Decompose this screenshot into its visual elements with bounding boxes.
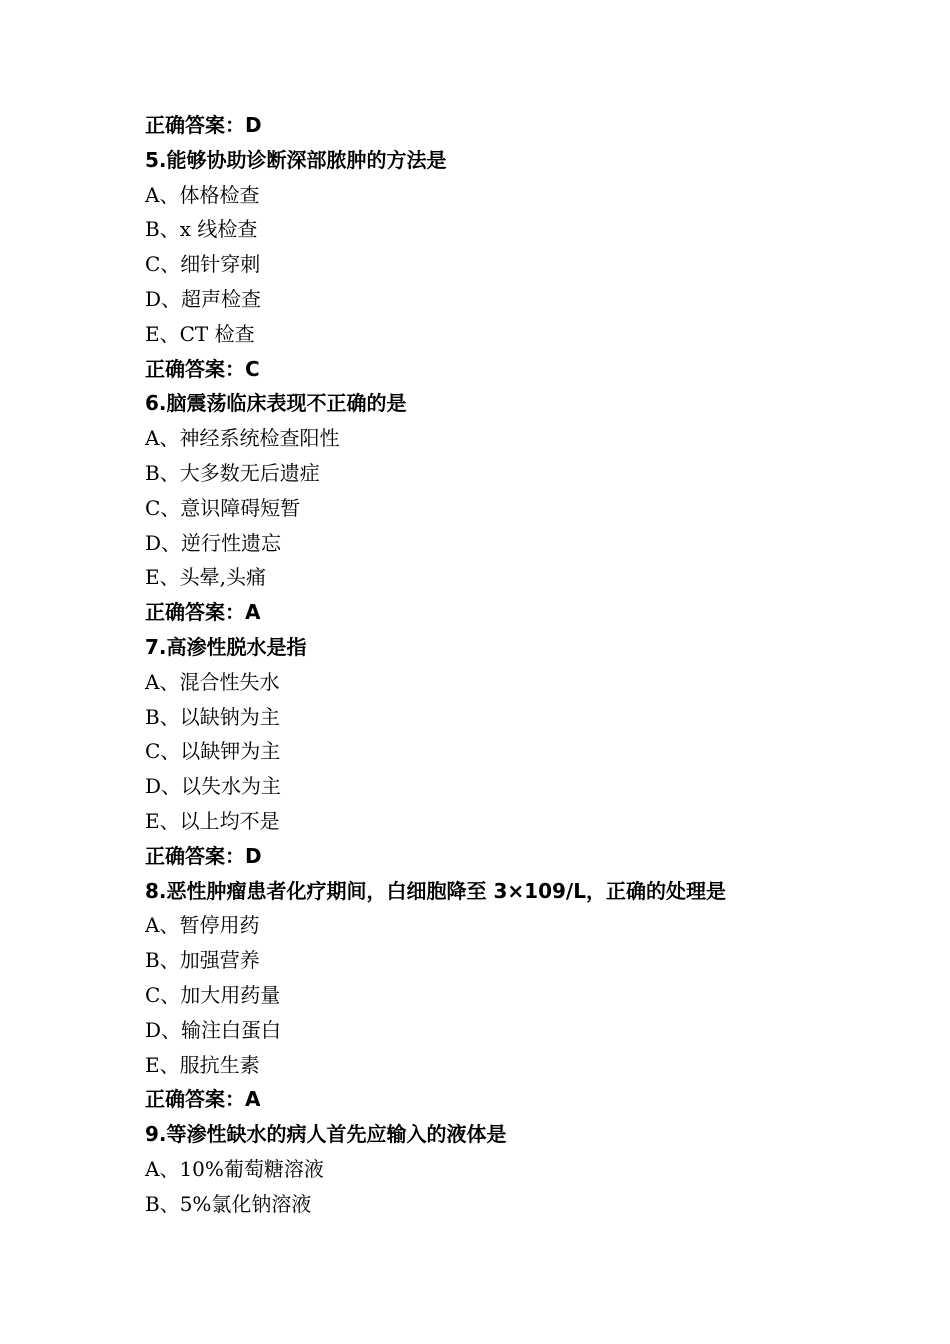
question-line: 6.脑震荡临床表现不正确的是	[145, 391, 407, 416]
answer-line: 正确答案：D	[145, 843, 262, 868]
option-line: D、超声检查	[145, 286, 262, 311]
option-line: B、大多数无后遗症	[145, 460, 320, 485]
option-line: B、加强营养	[145, 948, 260, 973]
option-line: A、神经系统检查阳性	[145, 426, 340, 451]
option-line: B、以缺钠为主	[145, 704, 280, 729]
option-line: B、x 线检查	[145, 217, 258, 242]
option-line: A、10%葡萄糖溶液	[145, 1156, 324, 1181]
option-line: A、混合性失水	[145, 669, 280, 694]
answer-line: 正确答案：A	[145, 1087, 261, 1112]
option-line: C、意识障碍短暂	[145, 495, 301, 520]
option-line: E、头晕,头痛	[145, 565, 266, 590]
option-line: D、以失水为主	[145, 774, 282, 799]
answer-line: 正确答案：D	[145, 113, 262, 137]
option-line: E、以上均不是	[145, 808, 280, 833]
option-line: E、CT 检查	[145, 321, 255, 346]
option-line: D、逆行性遗忘	[145, 530, 282, 555]
answer-line: 正确答案：C	[145, 356, 260, 381]
option-line: C、加大用药量	[145, 982, 281, 1007]
answer-line: 正确答案：A	[145, 600, 261, 625]
option-line: E、服抗生素	[145, 1052, 260, 1077]
option-line: C、以缺钾为主	[145, 739, 281, 764]
option-line: A、体格检查	[145, 182, 260, 207]
question-line: 7.高渗性脱水是指	[145, 634, 307, 659]
question-line: 5.能够协助诊断深部脓肿的方法是	[145, 147, 447, 172]
document-body	[145, 108, 905, 1222]
option-line: D、输注白蛋白	[145, 1017, 282, 1042]
question-line: 9.等渗性缺水的病人首先应输入的液体是	[145, 1122, 507, 1147]
question-line: 8.恶性肿瘤患者化疗期间，白细胞降至 3×109/L，正确的处理是	[145, 878, 726, 903]
option-line: A、暂停用药	[145, 913, 260, 938]
option-line: C、细针穿刺	[145, 252, 261, 277]
option-line: B、5%氯化钠溶液	[145, 1191, 312, 1216]
